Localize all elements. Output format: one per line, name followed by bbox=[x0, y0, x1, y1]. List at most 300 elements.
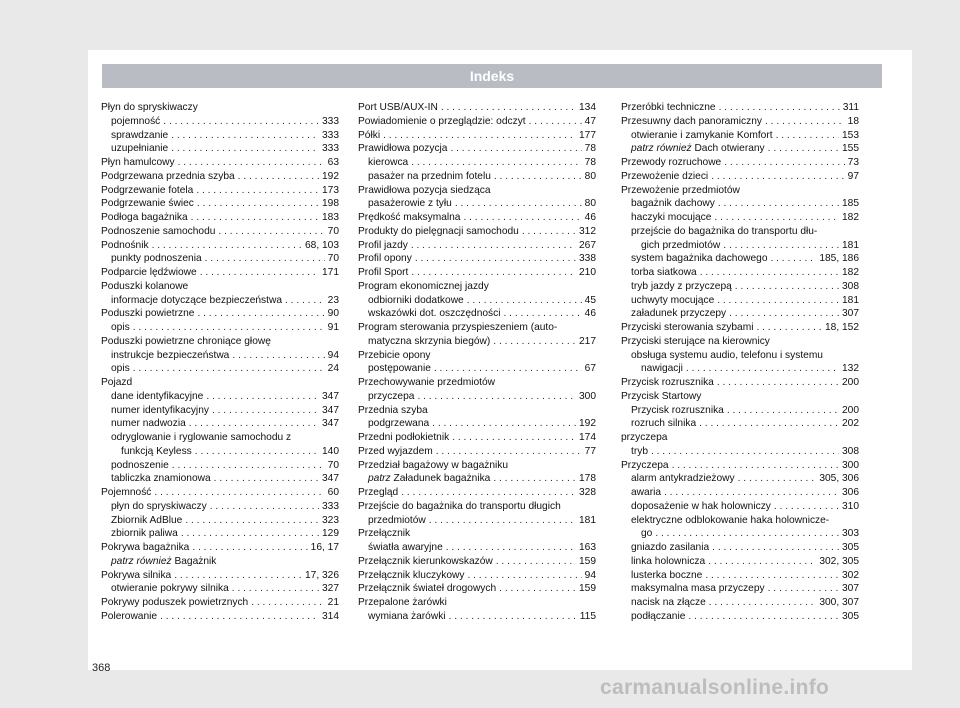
page-reference: 202 bbox=[842, 418, 859, 430]
index-entry-text: Przewożenie przedmiotów bbox=[621, 184, 740, 196]
index-entry-text: Podgrzewana przednia szyba bbox=[101, 170, 235, 182]
index-entry bbox=[358, 500, 596, 514]
index-entry-text: funkcją Keyless bbox=[121, 445, 192, 457]
index-entry-text: Powiadomienie o przeglądzie: odczyt bbox=[358, 115, 526, 127]
index-entry bbox=[358, 280, 596, 294]
index-entry bbox=[621, 596, 859, 610]
index-entry bbox=[101, 335, 339, 349]
index-entry bbox=[358, 472, 596, 486]
dot-leader bbox=[415, 252, 576, 266]
page-reference: 173 bbox=[322, 184, 339, 196]
dot-leader bbox=[756, 321, 822, 335]
page-reference: 182 bbox=[842, 267, 859, 278]
dot-leader bbox=[499, 582, 576, 596]
index-entry-text: Przegląd bbox=[358, 487, 399, 498]
page-reference: 302, 305 bbox=[819, 555, 859, 567]
index-entry bbox=[621, 115, 859, 129]
dot-leader bbox=[218, 225, 324, 239]
index-entry-text: go bbox=[641, 528, 653, 540]
index-entry bbox=[101, 294, 339, 308]
dot-leader bbox=[717, 376, 839, 390]
page-reference: 159 bbox=[579, 555, 596, 567]
dot-leader bbox=[705, 569, 839, 583]
page-reference: 347 bbox=[322, 473, 339, 485]
dot-leader bbox=[191, 211, 319, 225]
index-entry-text: Przełącznik bbox=[358, 528, 411, 540]
page-reference: 333 bbox=[322, 500, 339, 512]
index-entry-text: pasażerowie z tyłu bbox=[368, 198, 452, 210]
page-reference: 63 bbox=[327, 157, 339, 168]
index-entry bbox=[621, 472, 859, 486]
dot-leader bbox=[738, 472, 817, 486]
dot-leader bbox=[699, 417, 839, 431]
dot-leader bbox=[174, 569, 302, 583]
page-reference: 302 bbox=[842, 569, 859, 581]
index-entry bbox=[101, 459, 339, 473]
dot-leader bbox=[163, 115, 319, 129]
index-entry bbox=[101, 197, 339, 211]
index-entry-text: przyczepa bbox=[368, 390, 415, 402]
index-entry bbox=[621, 156, 859, 170]
dot-leader bbox=[449, 610, 577, 624]
index-entry-text: system bagażnika dachowego bbox=[631, 253, 768, 265]
dot-leader bbox=[700, 266, 839, 280]
index-entry bbox=[101, 362, 339, 376]
index-entry bbox=[621, 445, 859, 459]
dot-leader bbox=[232, 582, 319, 596]
dot-leader bbox=[197, 197, 319, 211]
dot-leader bbox=[185, 514, 319, 528]
index-entry-text: opis bbox=[111, 363, 130, 375]
index-entry-text: przyczepa bbox=[621, 432, 668, 443]
index-entry bbox=[621, 211, 859, 225]
dot-leader bbox=[709, 596, 817, 610]
index-entry bbox=[358, 115, 596, 129]
index-entry-text: linka holownicza bbox=[631, 555, 706, 567]
dot-leader bbox=[154, 486, 324, 500]
dot-leader bbox=[206, 390, 319, 404]
page-reference: 129 bbox=[322, 528, 339, 540]
index-page bbox=[88, 50, 912, 674]
index-entry-text: lusterka boczne bbox=[631, 569, 703, 581]
index-entry bbox=[621, 569, 859, 583]
index-entry bbox=[101, 527, 339, 541]
index-entry-text: Przełącznik świateł drogowych bbox=[358, 583, 497, 595]
index-entry-text: Prawidłowa pozycja bbox=[358, 143, 448, 155]
page-reference: 347 bbox=[322, 418, 339, 430]
dot-leader bbox=[723, 239, 839, 253]
index-entry bbox=[358, 431, 596, 445]
index-entry bbox=[621, 431, 859, 445]
dot-leader bbox=[152, 239, 302, 253]
index-entry bbox=[621, 514, 859, 528]
dot-leader bbox=[401, 486, 576, 500]
index-entry-text: odbiorniki dodatkowe bbox=[368, 294, 464, 306]
page-reference: 132 bbox=[842, 363, 859, 375]
index-entry bbox=[621, 170, 859, 184]
index-entry-text: Przejście do bagażnika do transportu długich bbox=[358, 500, 561, 512]
page-reference: 70 bbox=[327, 225, 339, 237]
dot-leader bbox=[133, 362, 325, 376]
index-entry-text: Podnoszenie samochodu bbox=[101, 225, 216, 237]
dot-leader bbox=[411, 239, 576, 253]
index-entry bbox=[101, 445, 339, 459]
index-entry bbox=[621, 362, 859, 376]
dot-leader bbox=[504, 307, 582, 321]
index-column-2 bbox=[358, 101, 596, 624]
index-entry-text: Przeróbki techniczne bbox=[621, 102, 716, 113]
index-entry-text: Pojazd bbox=[101, 377, 133, 388]
dot-leader bbox=[434, 362, 582, 376]
page-reference: 134 bbox=[579, 102, 596, 113]
index-entry-text: Przełącznik kierunkowskazów bbox=[358, 555, 493, 567]
page-reference: 21 bbox=[327, 597, 339, 608]
index-entry bbox=[101, 156, 339, 170]
index-entry-text: wymiana żarówki bbox=[368, 610, 446, 622]
index-entry-text: obsługa systemu audio, telefonu i systemu bbox=[631, 349, 823, 361]
page-reference: 23 bbox=[327, 294, 339, 306]
index-entry-text: Przedział bagażowy w bagażniku bbox=[358, 459, 509, 471]
index-entry-text: nawigacji bbox=[641, 363, 683, 375]
page-reference: 198 bbox=[322, 198, 339, 210]
index-entry-text: Przedni podłokietnik bbox=[358, 432, 450, 443]
index-entry bbox=[621, 321, 859, 335]
dot-leader bbox=[171, 142, 319, 156]
index-entry bbox=[358, 486, 596, 500]
index-entry bbox=[358, 527, 596, 541]
dot-leader bbox=[196, 184, 319, 198]
index-entry bbox=[101, 569, 339, 583]
dot-leader bbox=[212, 404, 319, 418]
index-entry-text: płyn do spryskiwaczy bbox=[111, 500, 207, 512]
index-entry bbox=[621, 142, 859, 156]
index-entry-text: instrukcje bezpieczeństwa bbox=[111, 349, 230, 361]
index-entry-text: Podgrzewanie świec bbox=[101, 198, 194, 210]
index-entry bbox=[358, 239, 596, 253]
index-entry-text: gniazdo zasilania bbox=[631, 542, 710, 553]
index-entry-text: Polerowanie bbox=[101, 610, 158, 622]
index-entry bbox=[101, 307, 339, 321]
index-entry-text: Przepalone żarówki bbox=[358, 597, 447, 608]
index-entry bbox=[621, 239, 859, 253]
dot-leader bbox=[770, 252, 816, 266]
page-reference: 200 bbox=[842, 404, 859, 416]
index-entry bbox=[101, 321, 339, 335]
page-reference: 47 bbox=[584, 115, 596, 127]
index-entry bbox=[621, 280, 859, 294]
see-also-target: Dach otwierany bbox=[694, 143, 765, 155]
dot-leader bbox=[172, 459, 325, 473]
index-entry bbox=[101, 472, 339, 486]
index-entry bbox=[101, 376, 339, 390]
dot-leader bbox=[436, 445, 582, 459]
index-entry-text: numer nadwozia bbox=[111, 418, 186, 430]
index-column-3 bbox=[621, 101, 859, 624]
watermark: carmanualsonline.info bbox=[600, 676, 830, 699]
index-entry-text: rozruch silnika bbox=[631, 418, 697, 430]
index-entry bbox=[358, 555, 596, 569]
dot-leader bbox=[441, 101, 576, 115]
index-entry-text: informacje dotyczące bezpieczeństwa bbox=[111, 294, 283, 306]
index-entry bbox=[358, 610, 596, 624]
index-entry-text: sprawdzanie bbox=[111, 129, 169, 141]
dot-leader bbox=[432, 417, 576, 431]
page-reference: 78 bbox=[584, 143, 596, 155]
page-reference: 94 bbox=[327, 349, 339, 361]
index-entry bbox=[358, 197, 596, 211]
dot-leader bbox=[664, 486, 839, 500]
page-number: 368 bbox=[92, 662, 111, 674]
page-reference: 46 bbox=[584, 308, 596, 320]
index-entry-text: Przechowywanie przedmiotów bbox=[358, 377, 496, 388]
index-entry-text: Prędkość maksymalna bbox=[358, 212, 461, 223]
page-reference: 182 bbox=[842, 212, 859, 223]
index-entry bbox=[101, 280, 339, 294]
index-entry-text: Płyn hamulcowy bbox=[101, 157, 175, 168]
index-entry bbox=[621, 101, 859, 115]
index-entry bbox=[621, 129, 859, 143]
page-reference: 200 bbox=[842, 377, 859, 388]
dot-leader bbox=[714, 211, 839, 225]
index-entry bbox=[621, 527, 859, 541]
index-entry bbox=[101, 610, 339, 624]
dot-leader bbox=[717, 294, 839, 308]
index-entry bbox=[358, 321, 596, 335]
index-entry-text: Zbiornik AdBlue bbox=[111, 514, 183, 526]
dot-leader bbox=[214, 472, 319, 486]
page-reference: 185, 186 bbox=[819, 253, 859, 265]
index-entry-text: wskazówki dot. oszczędności bbox=[368, 308, 501, 320]
dot-leader bbox=[200, 266, 319, 280]
dot-leader bbox=[463, 211, 581, 225]
index-entry bbox=[101, 417, 339, 431]
page-reference: 91 bbox=[327, 322, 339, 333]
dot-leader bbox=[383, 129, 576, 143]
see-also-prefix: patrz bbox=[368, 473, 391, 485]
index-entry bbox=[101, 266, 339, 280]
index-entry bbox=[621, 500, 859, 514]
index-entry bbox=[621, 486, 859, 500]
page-reference: 314 bbox=[322, 610, 339, 622]
page-reference: 300 bbox=[842, 459, 859, 471]
index-entry bbox=[358, 142, 596, 156]
page-reference: 306 bbox=[842, 487, 859, 498]
dot-leader bbox=[493, 472, 576, 486]
dot-leader bbox=[411, 156, 581, 170]
page-reference: 80 bbox=[584, 170, 596, 182]
page-reference: 347 bbox=[322, 404, 339, 416]
dot-leader bbox=[712, 541, 839, 555]
index-entry bbox=[358, 211, 596, 225]
dot-leader bbox=[205, 252, 325, 266]
index-entry bbox=[621, 197, 859, 211]
page-reference: 267 bbox=[579, 239, 596, 251]
index-entry bbox=[621, 459, 859, 473]
index-entry-text: Przełącznik kluczykowy bbox=[358, 569, 465, 581]
index-entry-text: Przyczepa bbox=[621, 459, 669, 471]
index-entry-text: Podnośnik bbox=[101, 239, 149, 251]
page-reference: 174 bbox=[579, 432, 596, 443]
index-entry-text: Przesuwny dach panoramiczny bbox=[621, 115, 762, 127]
index-entry-text: Poduszki kolanowe bbox=[101, 280, 189, 292]
page-reference: 163 bbox=[579, 542, 596, 553]
index-entry bbox=[621, 252, 859, 266]
page-reference: 305, 306 bbox=[819, 473, 859, 485]
dot-leader bbox=[181, 527, 319, 541]
index-entry-text: numer identyfikacyjny bbox=[111, 404, 209, 416]
dot-leader bbox=[195, 445, 319, 459]
index-entry-text: Podłoga bagażnika bbox=[101, 212, 188, 223]
page-reference: 300 bbox=[579, 390, 596, 402]
index-entry-text: Podparcie lędźwiowe bbox=[101, 267, 197, 278]
index-entry bbox=[358, 417, 596, 431]
index-entry-text: Program ekonomicznej jazdy bbox=[358, 280, 489, 292]
index-entry-text: Pokrywy poduszek powietrznych bbox=[101, 597, 249, 608]
dot-leader bbox=[711, 170, 844, 184]
index-entry bbox=[101, 582, 339, 596]
page-reference: 183 bbox=[322, 212, 339, 223]
dot-leader bbox=[467, 569, 581, 583]
page-reference: 77 bbox=[584, 445, 596, 457]
index-entry bbox=[101, 500, 339, 514]
page-reference: 312 bbox=[579, 225, 596, 237]
index-entry bbox=[101, 252, 339, 266]
index-entry bbox=[621, 184, 859, 198]
dot-leader bbox=[768, 142, 839, 156]
index-entry-text: doposażenie w hak holowniczy bbox=[631, 500, 771, 512]
page-reference: 333 bbox=[322, 143, 339, 155]
dot-leader bbox=[729, 307, 839, 321]
index-entry-text: Przewożenie dzieci bbox=[621, 170, 709, 182]
dot-leader bbox=[672, 459, 839, 473]
page-reference: 308 bbox=[842, 445, 859, 457]
dot-leader bbox=[768, 582, 839, 596]
index-entry-text bbox=[111, 555, 216, 569]
page-reference: 305 bbox=[842, 610, 859, 622]
index-entry-text: punkty podnoszenia bbox=[111, 253, 202, 265]
dot-leader bbox=[455, 197, 582, 211]
page-reference: 192 bbox=[579, 418, 596, 430]
dot-leader bbox=[765, 115, 845, 129]
index-entry bbox=[621, 225, 859, 239]
index-entry-text: Poduszki powietrzne chroniące głowę bbox=[101, 335, 271, 347]
index-entry bbox=[101, 404, 339, 418]
page-reference: 171 bbox=[322, 267, 339, 278]
index-entry-text: uchwyty mocujące bbox=[631, 294, 715, 306]
index-entry bbox=[621, 349, 859, 363]
index-entry bbox=[358, 596, 596, 610]
page-reference: 73 bbox=[847, 157, 859, 168]
dot-leader bbox=[178, 156, 325, 170]
page-reference: 94 bbox=[584, 569, 596, 581]
index-entry-text: Program sterowania przyspieszeniem (auto- bbox=[358, 322, 558, 333]
index-entry-text: Przed wyjazdem bbox=[358, 445, 433, 457]
see-also-target: Bagażnik bbox=[174, 555, 217, 567]
dot-leader bbox=[655, 527, 839, 541]
index-entry bbox=[358, 349, 596, 363]
index-column-1 bbox=[101, 101, 339, 624]
index-entry-text: zbiornik paliwa bbox=[111, 528, 178, 540]
index-entry-text: Przycisk rozrusznika bbox=[621, 377, 714, 388]
page-reference: 181 bbox=[842, 294, 859, 306]
index-entry-text: Produkty do pielęgnacji samochodu bbox=[358, 225, 519, 237]
page-reference: 67 bbox=[584, 363, 596, 375]
index-entry-text: odryglowanie i ryglowanie samochodu z bbox=[111, 432, 292, 443]
page-reference: 45 bbox=[584, 294, 596, 306]
index-entry bbox=[358, 225, 596, 239]
page-reference: 333 bbox=[322, 115, 339, 127]
index-entry-text: Profil Sport bbox=[358, 267, 409, 278]
dot-leader bbox=[727, 404, 839, 418]
page-reference: 210 bbox=[579, 267, 596, 278]
page-reference: 18 bbox=[847, 115, 859, 127]
index-entry bbox=[101, 211, 339, 225]
index-entry-text: opis bbox=[111, 322, 130, 333]
dot-leader bbox=[189, 417, 319, 431]
dot-leader bbox=[450, 142, 581, 156]
index-entry-text: Profil jazdy bbox=[358, 239, 408, 251]
see-also-prefix: patrz również bbox=[631, 143, 692, 155]
index-entry-text: Płyn do spryskiwaczy bbox=[101, 102, 198, 113]
index-entry bbox=[358, 184, 596, 198]
page-reference: 185 bbox=[842, 198, 859, 210]
index-entry bbox=[621, 417, 859, 431]
index-entry-text: Pokrywa bagażnika bbox=[101, 542, 190, 553]
index-entry-text: gich przedmiotów bbox=[641, 239, 721, 251]
page-reference: 307 bbox=[842, 583, 859, 595]
page-reference: 310 bbox=[842, 500, 859, 512]
page-reference: 311 bbox=[842, 102, 859, 113]
dot-leader bbox=[688, 610, 839, 624]
index-entry bbox=[621, 376, 859, 390]
index-entry bbox=[358, 569, 596, 583]
index-entry-text: Przyciski sterowania szybami bbox=[621, 322, 754, 333]
index-entry-text: Poduszki powietrzne bbox=[101, 308, 195, 320]
index-entry-text: otwieranie i zamykanie Komfort bbox=[631, 129, 773, 141]
index-entry bbox=[101, 101, 339, 115]
index-entry bbox=[358, 307, 596, 321]
index-entry-text: awaria bbox=[631, 487, 662, 498]
page-reference: 305 bbox=[842, 542, 859, 553]
page-reference: 178 bbox=[579, 473, 596, 485]
index-entry-text: Przednia szyba bbox=[358, 404, 428, 416]
index-entry-text: dane identyfikacyjne bbox=[111, 390, 204, 402]
dot-leader bbox=[467, 294, 582, 308]
index-entry bbox=[621, 266, 859, 280]
dot-leader bbox=[452, 431, 576, 445]
dot-leader bbox=[496, 555, 576, 569]
index-entry bbox=[621, 555, 859, 569]
index-entry bbox=[358, 294, 596, 308]
dot-leader bbox=[160, 610, 319, 624]
see-also-target: Załadunek bagażnika bbox=[393, 473, 491, 485]
index-entry bbox=[621, 390, 859, 404]
index-entry bbox=[101, 170, 339, 184]
index-entry bbox=[358, 156, 596, 170]
index-entry-text: nacisk na złącze bbox=[631, 597, 706, 608]
index-entry-text bbox=[368, 472, 490, 486]
index-entry bbox=[101, 596, 339, 610]
index-entry bbox=[621, 294, 859, 308]
index-entry-text: Profil opony bbox=[358, 253, 412, 265]
dot-leader bbox=[171, 129, 319, 143]
dot-leader bbox=[446, 541, 576, 555]
index-entry-text: alarm antykradzieżowy bbox=[631, 473, 735, 485]
index-entry bbox=[358, 514, 596, 528]
page-reference: 97 bbox=[847, 170, 859, 182]
index-entry-text: elektryczne odblokowanie haka holownicze- bbox=[631, 514, 830, 526]
dot-leader bbox=[232, 349, 324, 363]
